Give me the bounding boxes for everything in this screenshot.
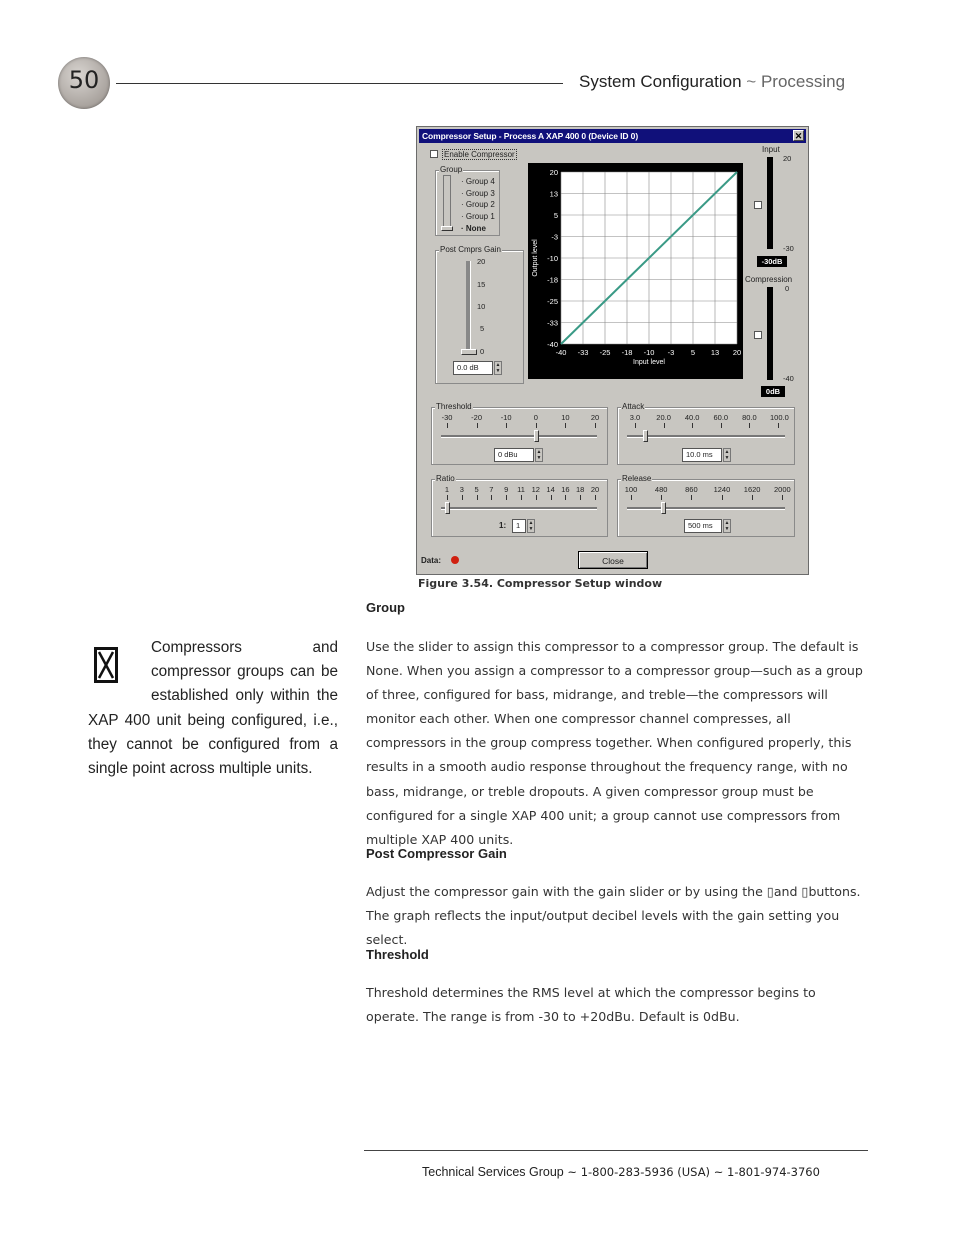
graph-y-tick-label: 5 — [553, 211, 558, 220]
threshold-scale-label: -20 — [471, 413, 483, 422]
attack-scale-label: 40.0 — [684, 413, 700, 422]
section-heading-post-gain: Post Compressor Gain — [366, 846, 507, 861]
ratio-tick — [477, 495, 478, 500]
note-text: Compressors and compressor groups can be established only within the XAP 400 unit being configured, i.e., they cannot be configured from a single point across multiple units. — [88, 639, 338, 778]
ratio-prefix: 1: — [499, 521, 507, 530]
compression-meter — [767, 287, 773, 380]
footer-separator-1: ~ — [567, 1165, 578, 1179]
attack-scale-label: 20.0 — [656, 413, 671, 422]
group-item-3: · Group 3 — [461, 189, 495, 198]
threshold-scale-label: 0 — [533, 413, 538, 422]
footer-phone-other: 1-801-974-3760 — [727, 1165, 820, 1179]
group-slider[interactable] — [443, 175, 451, 230]
graph-y-tick-label: -40 — [547, 340, 558, 349]
group-item-none: · None — [461, 224, 486, 233]
threshold-tick — [536, 423, 537, 428]
header-subtitle: Processing — [760, 72, 846, 91]
ratio-tick — [536, 495, 537, 500]
input-meter — [767, 157, 773, 249]
post-gain-value-field[interactable]: 0.0 dB — [453, 361, 493, 375]
input-meter-checkbox[interactable] — [754, 201, 762, 209]
threshold-thumb[interactable] — [534, 430, 539, 442]
ratio-scale-label: 5 — [474, 485, 479, 494]
header-rule — [116, 83, 563, 84]
ratio-scale-label: 18 — [576, 485, 585, 494]
ratio-tick — [521, 495, 522, 500]
release-label: Release — [622, 474, 652, 483]
note-text-block — [88, 636, 338, 781]
ratio-scale-label: 7 — [489, 485, 494, 494]
ratio-scale-label: 20 — [590, 485, 600, 494]
input-meter-readout: -30dB — [757, 256, 787, 267]
post-gain-scale-20: 20 — [477, 257, 486, 266]
threshold-spin-icon[interactable]: ▲ ▼ — [536, 449, 542, 461]
footer-rule — [364, 1150, 868, 1151]
enable-compressor-checkbox[interactable] — [430, 150, 438, 158]
attack-scale-label: 100.0 — [770, 413, 789, 422]
ratio-scale-label: 9 — [504, 485, 509, 494]
release-tick — [661, 495, 662, 500]
release-tick — [691, 495, 692, 500]
post-gain-scale-5: 5 — [480, 324, 485, 333]
release-spin-icon[interactable]: ▲ ▼ — [724, 520, 730, 532]
group-item-1: · Group 1 — [461, 212, 495, 221]
footer — [422, 1165, 820, 1179]
data-led-icon — [451, 556, 459, 564]
attack-track — [627, 435, 785, 438]
threshold-tick — [477, 423, 478, 428]
attack-tick — [664, 423, 665, 428]
threshold-scale-label: 10 — [561, 413, 570, 422]
attack-scale-label: 80.0 — [742, 413, 757, 422]
attack-label: Attack — [622, 402, 645, 411]
ratio-track — [441, 507, 597, 510]
threshold-scale-label: -10 — [500, 413, 512, 422]
attack-tick — [721, 423, 722, 428]
ratio-tick — [462, 495, 463, 500]
window-title: Compressor Setup - Process A XAP 400 0 (Device ID 0) — [422, 131, 639, 141]
graph-x-tick-label: 13 — [710, 348, 720, 357]
footer-label: Technical Services Group — [422, 1165, 564, 1179]
ratio-tick — [565, 495, 566, 500]
attack-scale-label: 60.0 — [713, 413, 729, 422]
graph-y-tick-label: -3 — [551, 232, 558, 242]
page-number: 50 — [68, 66, 100, 94]
group-slider-thumb[interactable] — [441, 226, 453, 231]
ratio-scale-label: 11 — [517, 485, 525, 494]
threshold-tick — [565, 423, 566, 428]
graph-x-tick-label: -33 — [577, 348, 589, 357]
release-scale-label: 860 — [685, 485, 698, 494]
attack-value-field[interactable]: 10.0 ms — [682, 448, 722, 462]
graph-x-axis-label: Input level — [633, 359, 665, 366]
attack-tick — [749, 423, 750, 428]
post-gain-scale-0: 0 — [480, 347, 485, 356]
attack-spin-icon[interactable]: ▲ ▼ — [724, 449, 730, 461]
compression-meter-bottom: -40 — [783, 374, 794, 383]
ratio-tick — [580, 495, 581, 500]
ratio-value-field[interactable]: 1 — [512, 519, 526, 533]
post-gain-spin-icon[interactable]: ▲ ▼ — [495, 362, 501, 374]
post-gain-track — [466, 261, 471, 353]
graph-y-tick-label: -10 — [547, 254, 558, 263]
section-heading-group: Group — [366, 600, 405, 615]
post-gain-scale-10: 10 — [477, 302, 486, 311]
input-meter-top: 20 — [783, 154, 792, 163]
graph-y-axis-label: Output level — [532, 239, 539, 277]
release-track — [627, 507, 785, 510]
ratio-scale-label: 12 — [531, 485, 540, 494]
threshold-tick — [447, 423, 448, 428]
graph-y-tick-label: -33 — [547, 318, 558, 328]
group-box-label: Group — [440, 165, 463, 174]
figure-caption: Figure 3.54. Compressor Setup window — [418, 577, 663, 590]
graph-x-tick-label: 20 — [732, 348, 742, 357]
transfer-graph — [528, 163, 743, 379]
compressor-setup-window — [416, 126, 809, 575]
release-thumb[interactable] — [661, 502, 666, 514]
graph-x-tick-label: -25 — [599, 348, 611, 357]
ratio-tick — [595, 495, 596, 500]
compression-meter-checkbox[interactable] — [754, 331, 762, 339]
attack-tick — [692, 423, 693, 428]
ratio-tick — [551, 495, 552, 500]
compression-meter-label: Compression — [745, 275, 793, 284]
header-separator: ~ — [746, 72, 757, 91]
release-value-field[interactable]: 500 ms — [684, 519, 722, 533]
compression-meter-top: 0 — [785, 284, 790, 293]
footer-phone-usa: 1-800-283-5936 (USA) — [580, 1165, 711, 1179]
graph-y-tick-label: 13 — [549, 189, 558, 199]
ratio-tick — [447, 495, 448, 500]
graph-y-tick-label: -18 — [547, 275, 558, 285]
threshold-tick — [506, 423, 507, 428]
post-gain-label: Post Cmprs Gain — [440, 245, 501, 254]
ratio-spin-icon[interactable]: ▲ ▼ — [528, 520, 534, 532]
footer-separator-2: ~ — [713, 1165, 724, 1179]
ratio-tick — [506, 495, 507, 500]
release-scale-label: 480 — [654, 485, 668, 494]
post-gain-thumb[interactable] — [461, 349, 477, 355]
release-tick — [782, 495, 783, 500]
ratio-scale-label: 3 — [459, 485, 464, 494]
threshold-value-field[interactable]: 0 dBu — [494, 448, 534, 462]
graph-x-tick-label: -10 — [643, 348, 655, 357]
threshold-label: Threshold — [436, 402, 472, 411]
graph-x-tick-label: -18 — [621, 348, 633, 357]
input-meter-bottom: -30 — [783, 244, 794, 253]
ratio-thumb[interactable] — [445, 502, 450, 514]
input-meter-label: Input — [762, 145, 780, 154]
attack-thumb[interactable] — [643, 430, 648, 442]
release-scale-label: 100 — [624, 485, 638, 494]
ratio-scale-label: 16 — [561, 485, 570, 494]
close-button[interactable]: Close — [578, 551, 648, 569]
transfer-graph-panel — [528, 163, 743, 379]
section-text-post-gain: Adjust the compressor gain with the gain slider or by using the ▯and ▯buttons. The graph reflects the input/output decibel levels with the gain setting you select. — [366, 884, 861, 948]
group-item-4: · Group 4 — [461, 177, 495, 186]
graph-x-tick-label: 5 — [690, 348, 696, 357]
threshold-track — [441, 435, 597, 438]
release-scale-label: 1240 — [713, 485, 731, 494]
release-tick — [722, 495, 723, 500]
release-tick — [752, 495, 753, 500]
section-heading-threshold: Threshold — [366, 947, 429, 962]
ratio-scale-label: 14 — [546, 485, 555, 494]
ratio-scale-label: 1 — [444, 485, 450, 494]
window-titlebar — [419, 129, 806, 143]
graph-y-tick-label: 20 — [549, 168, 558, 177]
section-text-threshold: Threshold determines the RMS level at which the compressor begins to operate. The range is from -30 to +20dBu. Default is 0dBu. — [366, 985, 816, 1025]
attack-tick — [635, 423, 636, 428]
window-close-icon[interactable]: ✕ — [794, 131, 803, 141]
release-scale-label: 2000 — [774, 485, 791, 494]
ratio-label: Ratio — [436, 474, 455, 483]
section-text-group: Use the slider to assign this compressor to a compressor group. The default is None. When you assign a compressor to a compressor group—such as a group of three, configured for bass, midrange, and treble—the compressors will monitor each other. When one compressor channel compresses, all compressors in the group compress together. When configured properly, this results in a smooth audio response throughout the frequency range, with no bass, midrange, or treble dropouts. A given compressor group must be configured for a single XAP 400 unit; a group cannot use compressors from multiple XAP 400 units. — [366, 639, 863, 847]
graph-x-tick-label: -3 — [667, 348, 675, 357]
threshold-scale-label: -30 — [441, 413, 453, 422]
enable-compressor-label: Enable Compressor — [444, 150, 515, 159]
release-scale-label: 1620 — [743, 485, 761, 494]
header-title-main: System Configuration — [579, 72, 742, 91]
threshold-tick — [595, 423, 596, 428]
post-gain-scale-15: 15 — [477, 280, 486, 289]
graph-y-tick-label: -25 — [547, 297, 558, 306]
graph-x-tick-label: -40 — [555, 348, 567, 357]
ratio-tick — [491, 495, 492, 500]
attack-scale-label: 3.0 — [629, 413, 641, 422]
attack-tick — [778, 423, 779, 428]
compression-meter-readout: 0dB — [761, 386, 785, 397]
release-tick — [631, 495, 632, 500]
header-title — [579, 72, 845, 92]
group-item-2: · Group 2 — [461, 200, 495, 209]
threshold-scale-label: 20 — [590, 413, 600, 422]
data-label: Data: — [421, 556, 442, 565]
